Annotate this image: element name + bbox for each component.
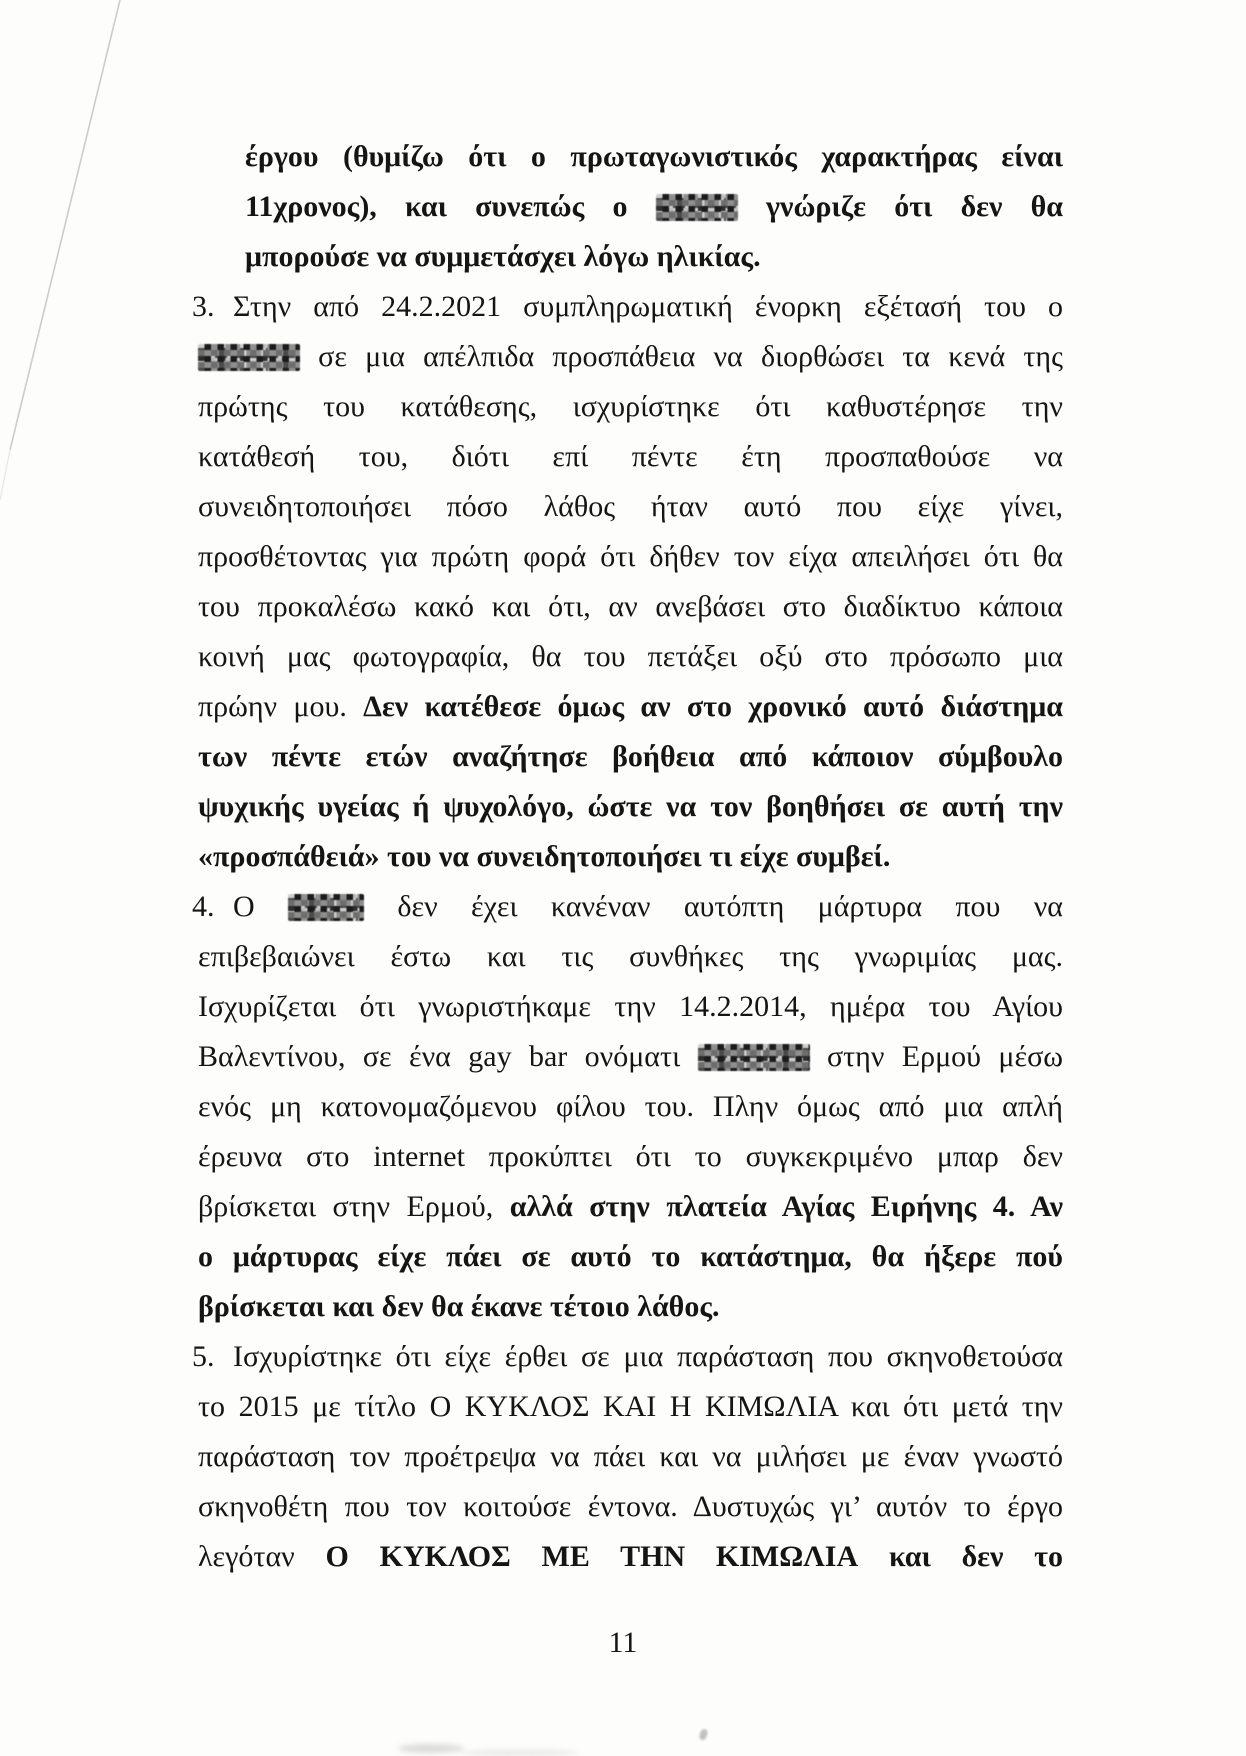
redacted-name-box: [698, 1044, 810, 1071]
list-number: 4.: [192, 890, 215, 923]
text-line: [192, 882, 1064, 932]
text-segment: έρευνα στο internet προκύπτει ότι το συγκεκριμένο μπαρ δεν: [198, 1140, 1063, 1173]
text-segment: Δεν κατέθεσε όμως αν στο χρονικό αυτό διάστημα: [363, 690, 1063, 723]
text-line: [198, 932, 1063, 982]
text-line: [198, 582, 1063, 632]
scan-smudge: [460, 1750, 580, 1756]
text-line: [245, 132, 1063, 182]
text-line: [198, 782, 1063, 832]
text-segment: [255, 890, 288, 923]
text-segment: των πέντε ετών αναζήτησε βοήθεια από κάποιον σύμβουλο: [198, 740, 1063, 773]
text-segment: στην Ερμού μέσω: [826, 1040, 1064, 1073]
text-segment: Στην από 24.2.2021 συμπληρωματική ένορκη εξέτασή του ο: [233, 290, 1063, 323]
text-segment: ενός μη κατονομαζόμενου φίλου του. Πλην όμως από μια απλή: [198, 1090, 1063, 1123]
text-segment: επιβεβαιώνει έστω και τις συνθήκες της γνωριμίας μας.: [198, 940, 1063, 973]
list-number: 3.: [192, 290, 215, 323]
text-segment: βρίσκεται στην Ερμού,: [198, 1190, 510, 1223]
document-text: [0, 132, 1246, 1582]
text-line: [198, 1232, 1063, 1282]
text-segment: λεγόταν: [198, 1540, 326, 1573]
text-segment: ο μάρτυρας είχε πάει σε αυτό το κατάστημα, θα ήξερε πού: [198, 1240, 1063, 1273]
text-line: [198, 682, 1063, 732]
text-segment: 11χρονος), και συνεπώς ο: [245, 190, 628, 223]
text-line: [198, 382, 1063, 432]
scan-smudge: [698, 1728, 708, 1741]
text-segment: Ο ΚΥΚΛΟΣ ΜΕ ΤΗΝ ΚΙΜΩΛΙΑ: [325, 1540, 859, 1573]
text-segment: [810, 1040, 827, 1073]
text-segment: αλλά στην πλατεία Αγίας Ειρήνης 4. Αν: [509, 1190, 1063, 1223]
text-segment: Ο: [233, 890, 255, 923]
text-line: [198, 432, 1063, 482]
text-segment: [628, 190, 656, 223]
text-line: [198, 532, 1063, 582]
text-line: [198, 982, 1063, 1032]
text-segment: κατάθεσή του, διότι επί πέντε έτη προσπαθούσε να: [198, 440, 1063, 473]
text-line: [198, 482, 1063, 532]
text-segment: κοινή μας φωτογραφία, θα του πετάξει οξύ στο πρόσωπο μια: [198, 640, 1063, 673]
text-line: [198, 1282, 1063, 1332]
text-line: [198, 832, 1063, 882]
redacted-name-box: [198, 344, 300, 371]
text-segment: «προσπάθειά» του να συνειδητοποιήσει τι είχε συμβεί.: [198, 840, 891, 873]
page-number: 11: [608, 1626, 638, 1659]
text-segment: [858, 1540, 889, 1573]
text-line: [245, 182, 1063, 232]
text-line: [198, 1132, 1063, 1182]
text-segment: προσθέτοντας για πρώτη φορά ότι δήθεν τον είχα απειλήσει ότι θα: [198, 540, 1063, 573]
text-line: [198, 1182, 1063, 1232]
text-line: [192, 282, 1063, 332]
redacted-name-box: [656, 194, 738, 221]
text-line: [198, 1532, 1063, 1582]
text-line: [198, 1032, 1063, 1082]
text-segment: [300, 340, 318, 373]
text-segment: δεν έχει κανέναν αυτόπτη μάρτυρα που να: [397, 890, 1064, 923]
text-line: [198, 1482, 1063, 1532]
text-segment: σε μια απέλπιδα προσπάθεια να διορθώσει τα κενά της: [318, 340, 1063, 373]
text-line: [198, 732, 1063, 782]
text-segment: μπορούσε να συμμετάσχει λόγω ηλικίας.: [245, 240, 761, 273]
text-segment: Ισχυρίζεται ότι γνωριστήκαμε την 14.2.2014, ημέρα του Αγίου: [198, 990, 1063, 1023]
text-line: [198, 1382, 1063, 1432]
text-segment: βρίσκεται και δεν θα έκανε τέτοιο λάθος.: [198, 1290, 720, 1323]
redacted-name-box: [288, 894, 364, 921]
text-segment: του προκαλέσω κακό και ότι, αν ανεβάσει στο διαδίκτυο κάποια: [198, 590, 1063, 623]
text-segment: Βαλεντίνου, σε ένα gay bar ονόματι: [198, 1040, 681, 1073]
list-number: 5.: [192, 1340, 215, 1373]
text-line: [192, 1332, 1063, 1382]
text-line: [198, 332, 1063, 382]
text-line: [198, 632, 1063, 682]
text-segment: Ισχυρίστηκε ότι είχε έρθει σε μια παράσταση που σκηνοθετούσα: [233, 1340, 1063, 1373]
text-segment: συνειδητοποιήσει πόσο λάθος ήταν αυτό που είχε γίνει,: [198, 490, 1063, 523]
text-segment: [680, 1040, 697, 1073]
text-segment: παράσταση τον προέτρεψα να πάει και να μιλήσει με έναν γνωστό: [198, 1440, 1063, 1473]
text-segment: σκηνοθέτη που τον κοιτούσε έντονα. Δυστυχώς γι’ αυτόν το έργο: [198, 1490, 1063, 1523]
text-segment: πρώην μου.: [198, 690, 364, 723]
text-line: [198, 1082, 1063, 1132]
text-segment: έργου (θυμίζω ότι ο πρωταγωνιστικός χαρακτήρας είναι: [245, 140, 1063, 173]
text-segment: πρώτης του κατάθεσης, ισχυρίστηκε ότι καθυστέρησε την: [198, 390, 1063, 423]
text-line: [245, 232, 1063, 282]
text-segment: [364, 890, 397, 923]
text-segment: και δεν το: [888, 1540, 1063, 1573]
text-segment: ψυχικής υγείας ή ψυχολόγο, ώστε να τον βοηθήσει σε αυτή την: [198, 790, 1063, 823]
text-segment: [738, 190, 766, 223]
scan-smudge: [398, 1744, 464, 1753]
text-line: [198, 1432, 1063, 1482]
text-segment: το 2015 με τίτλο Ο ΚΥΚΛΟΣ ΚΑΙ Η ΚΙΜΩΛΙΑ και ότι μετά την: [198, 1390, 1063, 1423]
text-segment: γνώριζε ότι δεν θα: [766, 190, 1064, 223]
